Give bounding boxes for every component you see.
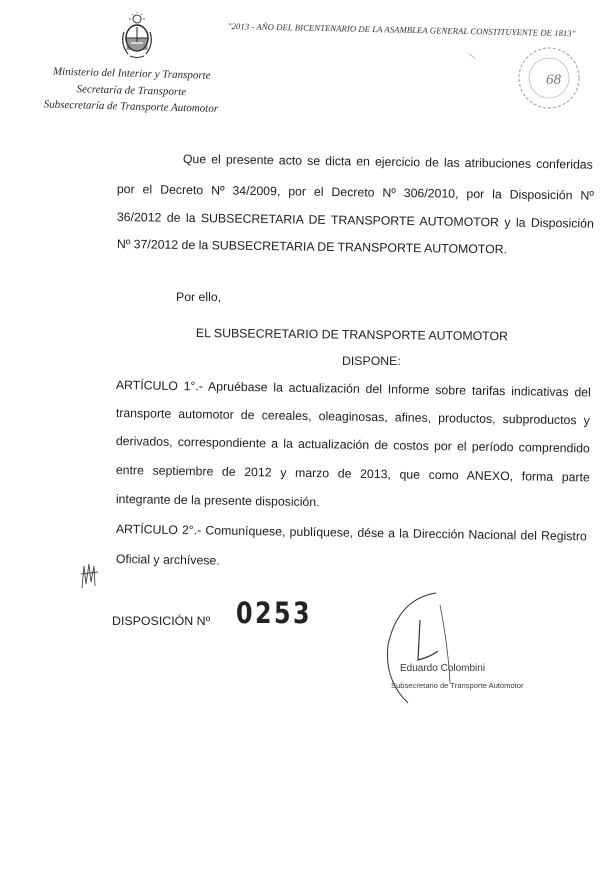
paragraph-line: Que el presente acto se dicta en ejercicio de las atribuciones conferidas [182,152,593,172]
signer-title: Subsecretario de Transporte Automotor [391,681,524,690]
article-line: ARTÍCULO 1°.- Apruébase la actualización del Informe sobre tarifas indicativas del [115,378,591,400]
article-line: integrante de la presente disposición. [115,492,320,510]
coat-of-arms-icon [118,12,156,60]
year-motto: "2013 - AÑO DEL BICENTENARIO DE LA ASAMBLEA GENERAL CONSTITUYENTE DE 1813" [227,21,576,39]
paragraph-line: Nº 37/2012 de la SUBSECRETARIA DE TRANSPORTE AUTOMOTOR. [116,237,508,257]
dispone-heading: DISPONE: [342,354,401,368]
secretariat-line: Secretaría de Transporte [76,82,187,98]
ministry-header [27,63,236,118]
article-line: entre septiembre de 2012 y marzo de 2013, que como ANEXO, forma parte [115,463,590,485]
signature-icon [378,585,498,710]
stamp-number: 68 [546,72,561,88]
paragraph-line: 36/2012 de la SUBSECRETARIA DE TRANSPORTE AUTOMOTOR y la Disposición [116,210,594,231]
stamp-mark [464,54,476,66]
disposicion-number: 0253 [236,596,313,630]
folio-stamp [512,44,586,112]
article-line: transporte automotor de cereales, oleaginosas, afines, productos, subproductos y [115,406,590,428]
por-ello: Por ello, [176,290,222,304]
disposicion-label: DISPOSICIÓN Nº [112,614,211,628]
article-line: ARTÍCULO 2°.- Comuníquese, publíquese, dése a la Dirección Nacional del Registro [115,522,587,544]
ministry-line: Ministerio del Interior y Transporte [52,65,211,82]
signer-name: Eduardo Colombini [400,663,486,674]
article-line: Oficial y archívese. [115,552,220,568]
article-line: derivados, correspondiente a la actualización de costos por el período comprendido [115,434,590,456]
subsecretariat-line: Subsecretaría de Transporte Automotor [43,98,219,115]
authority-title: EL SUBSECRETARIO DE TRANSPORTE AUTOMOTOR [195,326,509,344]
initials-mark [78,560,104,592]
paragraph-line: por el Decreto Nº 34/2009, por el Decreto Nº 306/2010, por la Disposición Nº [116,182,594,203]
